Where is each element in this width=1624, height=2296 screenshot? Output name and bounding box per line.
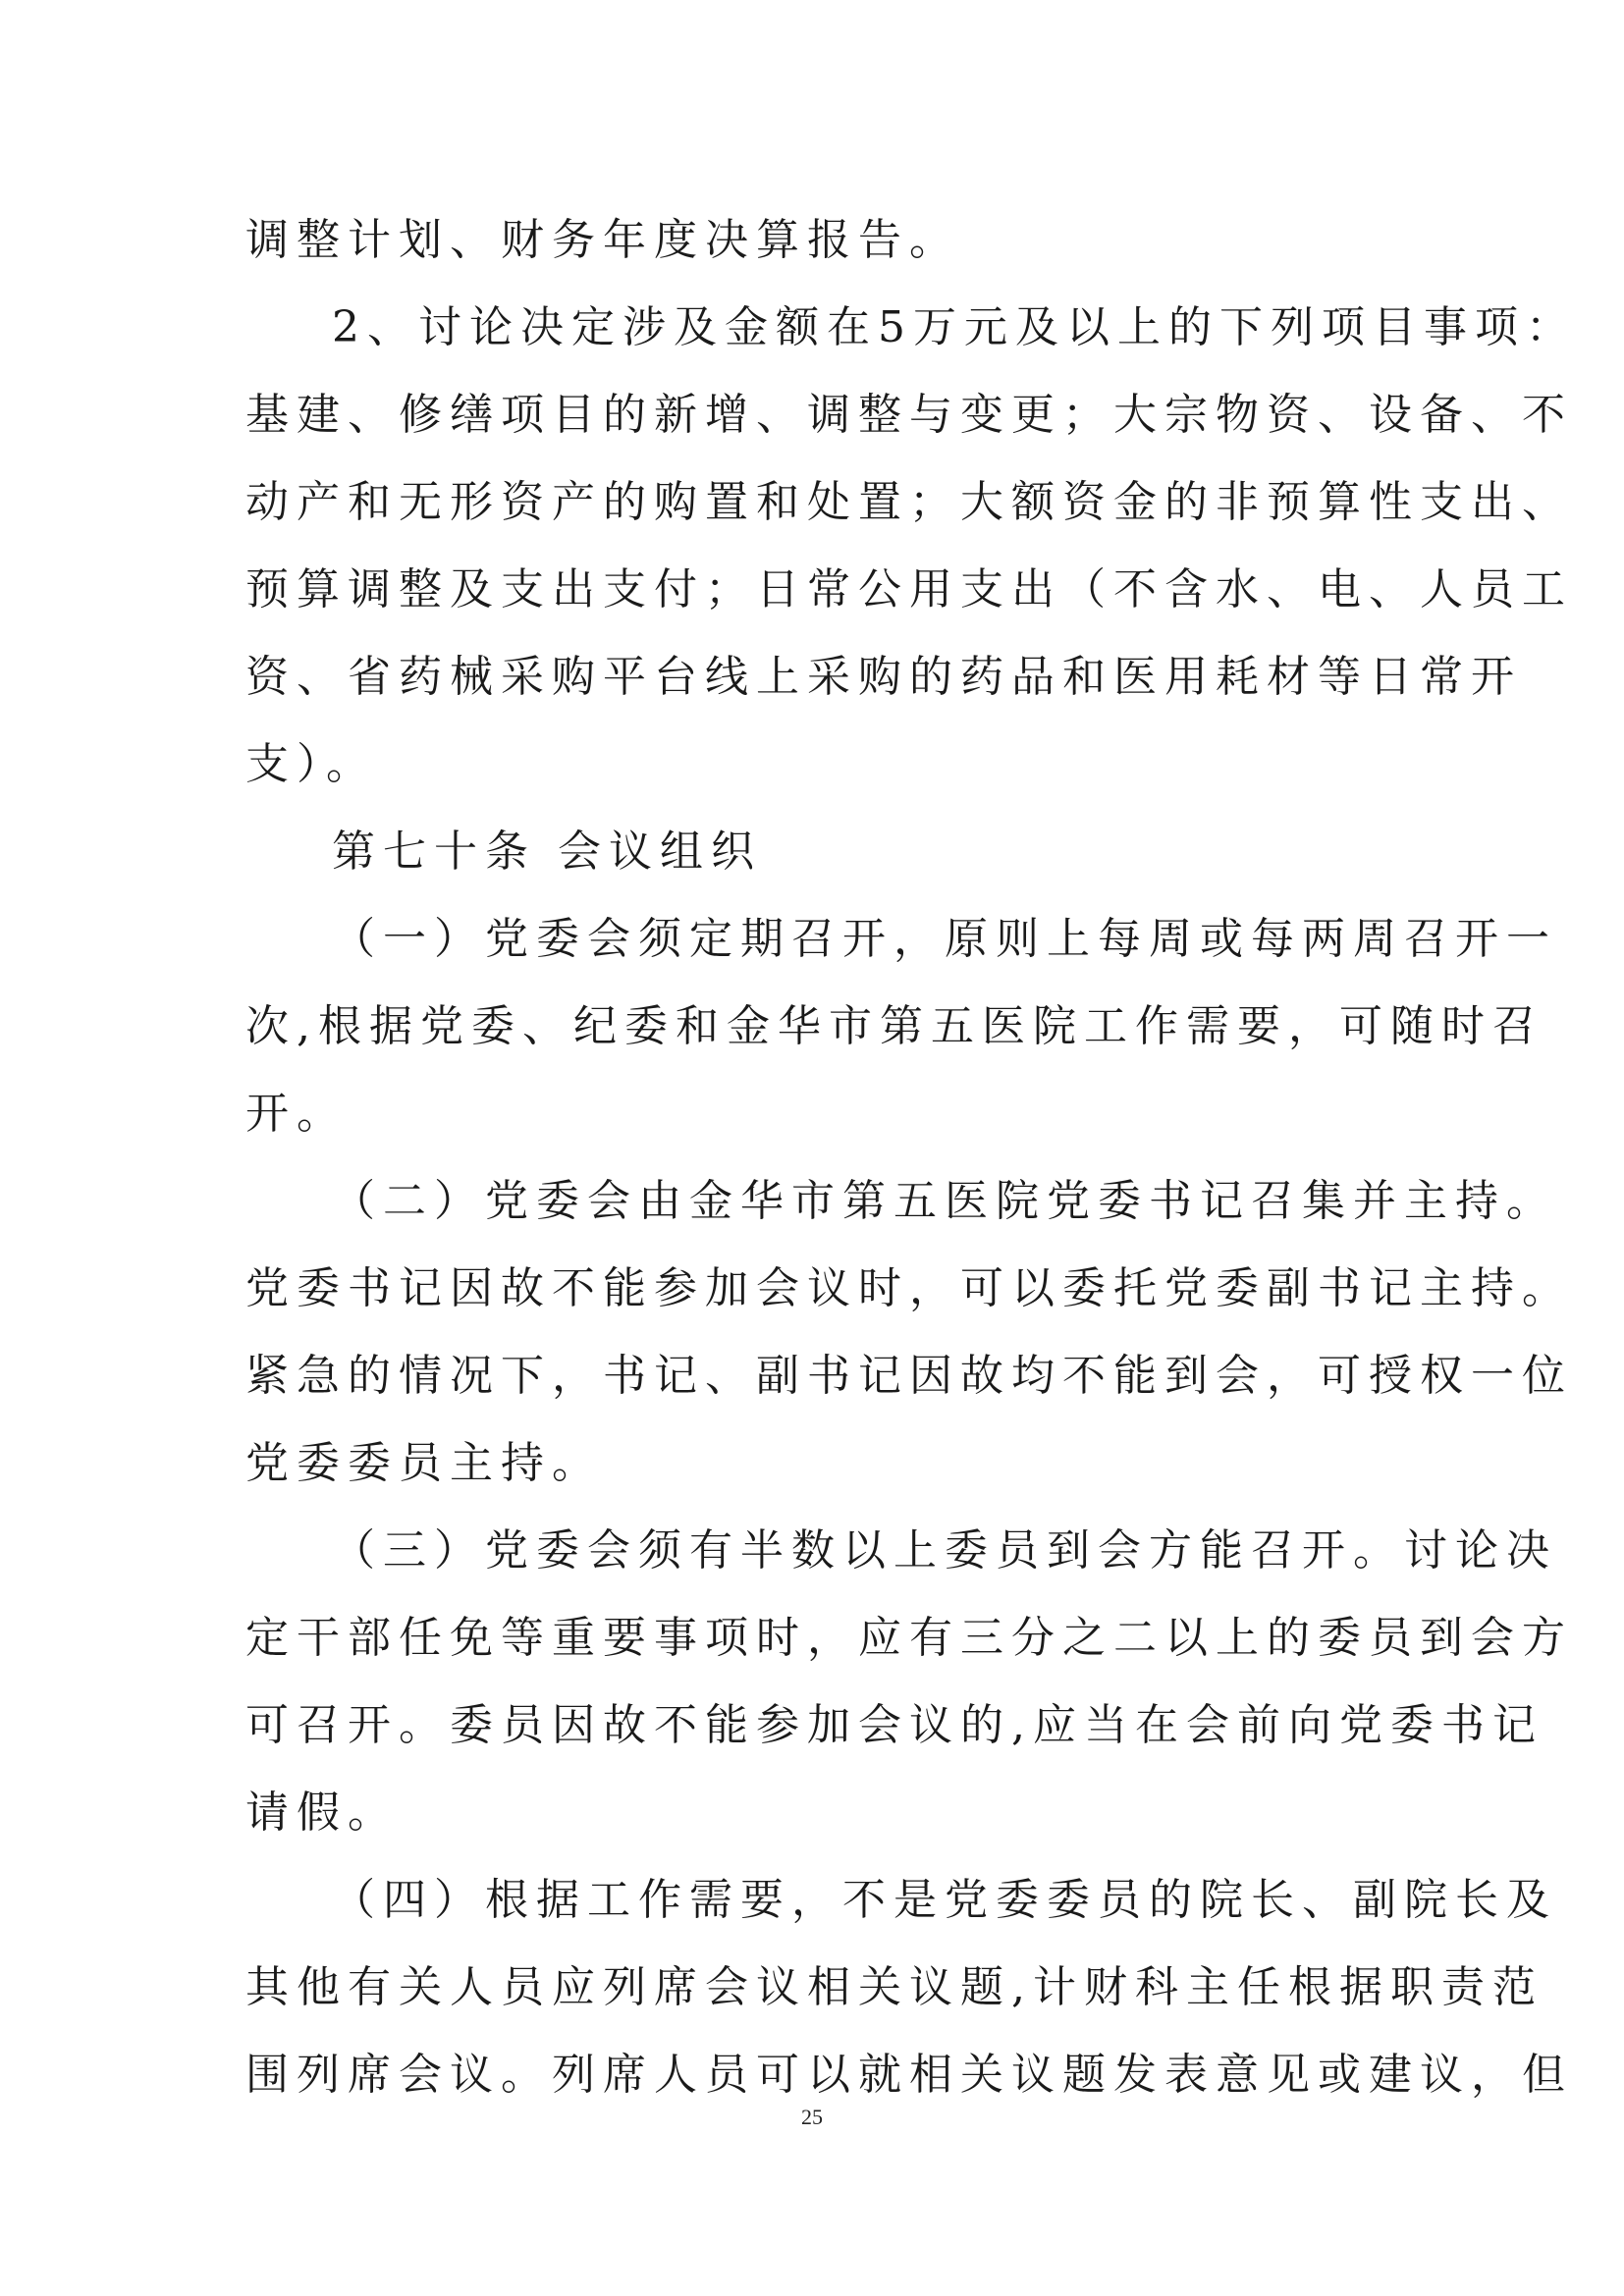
text-line: 请假。 (245, 1788, 399, 1838)
text-line: 开。 (245, 1089, 348, 1139)
text-line: 预算调整及支出支付；日常公用支出（不含水、电、人员工 (245, 564, 1573, 614)
text-line: （二）党委会由金华市第五医院党委书记召集并主持。 (332, 1176, 1557, 1226)
text-line: （三）党委会须有半数以上委员到会方能召开。讨论决 (332, 1525, 1557, 1575)
text-line: 2、讨论决定涉及金额在5万元及以上的下列项目事项： (332, 302, 1577, 352)
text-line: 紧急的情况下，书记、副书记因故均不能到会，可授权一位 (245, 1351, 1573, 1401)
text-line: 定干部任免等重要事项时，应有三分之二以上的委员到会方 (245, 1613, 1573, 1663)
text-line: 其他有关人员应列席会议相关议题,计财科主任根据职责范 (245, 1962, 1543, 2012)
text-line: 党委委员主持。 (245, 1438, 603, 1488)
text-line: 调整计划、财务年度决算报告。 (245, 215, 960, 265)
text-line: 可召开。委员因故不能参加会议的,应当在会前向党委书记 (245, 1700, 1543, 1750)
text-line: 支）。 (245, 739, 377, 789)
text-line: 第七十条 会议组织 (332, 827, 762, 877)
text-line: 围列席会议。列席人员可以就相关议题发表意见或建议，但 (245, 2050, 1573, 2100)
text-line: 党委书记因故不能参加会议时，可以委托党委副书记主持。 (245, 1263, 1573, 1313)
page-number: 25 (801, 2105, 823, 2129)
document-body (245, 196, 1577, 2118)
text-line: （一）党委会须定期召开，原则上每周或每两周召开一 (332, 914, 1557, 964)
text-line: 次,根据党委、纪委和金华市第五医院工作需要，可随时召 (245, 1001, 1543, 1051)
text-line: 资、省药械采购平台线上采购的药品和医用耗材等日常开 (245, 652, 1522, 702)
text-line: 基建、修缮项目的新增、调整与变更；大宗物资、设备、不 (245, 390, 1573, 440)
text-line: 动产和无形资产的购置和处置；大额资金的非预算性支出、 (245, 477, 1573, 527)
text-line: （四）根据工作需要，不是党委委员的院长、副院长及 (332, 1875, 1557, 1925)
